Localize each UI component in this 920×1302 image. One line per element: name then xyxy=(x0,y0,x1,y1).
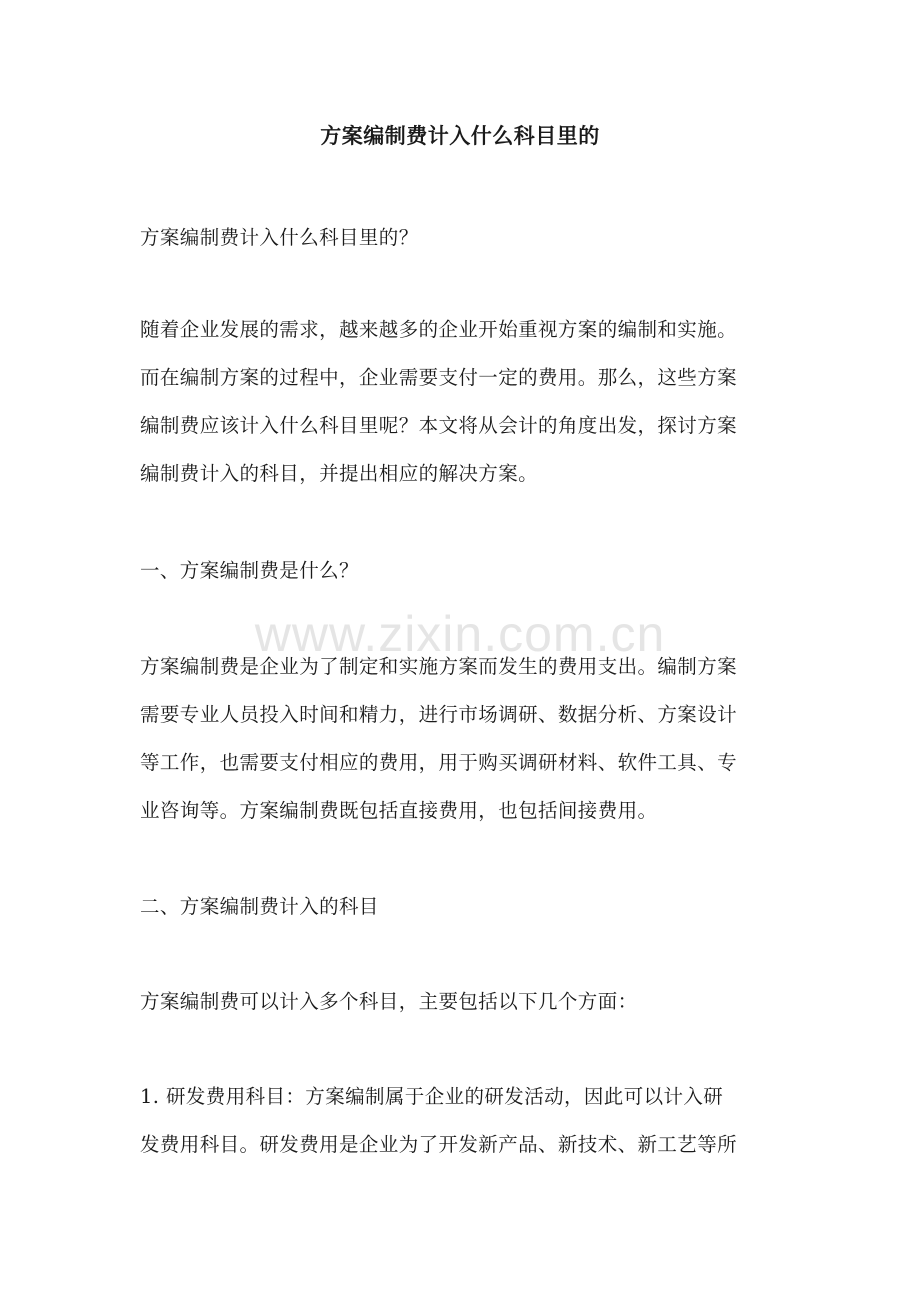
document-title: 方案编制费计入什么科目里的 xyxy=(320,123,600,148)
text-line: 编制费应该计入什么科目里呢？本文将从会计的角度出发，探讨方案 xyxy=(140,414,738,437)
text-line: 方案编制费是企业为了制定和实施方案而发生的费用支出。编制方案 xyxy=(140,655,738,678)
watermark: www.zixin.com.cn xyxy=(254,606,666,662)
paragraph-intro xyxy=(140,306,785,498)
text-line: 而在编制方案的过程中，企业需要支付一定的费用。那么，这些方案 xyxy=(140,366,738,389)
text-line: 1. 研发费用科目：方案编制属于企业的研发活动，因此可以计入研 xyxy=(140,1085,724,1108)
text-line: 一、方案编制费是什么？ xyxy=(140,559,359,582)
paragraph-subjects-intro xyxy=(140,978,785,1026)
text-line: 编制费计入的科目，并提出相应的解决方案。 xyxy=(140,462,539,485)
text-line: 发费用科目。研发费用是企业为了开发新产品、新技术、新工艺等所 xyxy=(140,1133,738,1156)
text-line: 业咨询等。方案编制费既包括直接费用，也包括间接费用。 xyxy=(140,799,658,822)
list-item-1 xyxy=(140,1073,785,1169)
text-line: 需要专业人员投入时间和精力，进行市场调研、数据分析、方案设计 xyxy=(140,703,738,726)
paragraph-question xyxy=(140,214,785,262)
text-line: 等工作，也需要支付相应的费用，用于购买调研材料、软件工具、专 xyxy=(140,751,738,774)
text-line: 二、方案编制费计入的科目 xyxy=(140,895,379,918)
paragraph-definition xyxy=(140,643,785,835)
text-line: 方案编制费计入什么科目里的？ xyxy=(140,226,419,249)
text-line: 随着企业发展的需求，越来越多的企业开始重视方案的编制和实施。 xyxy=(140,318,738,341)
section-heading-2 xyxy=(140,883,785,931)
text-line: 方案编制费可以计入多个科目，主要包括以下几个方面： xyxy=(140,990,638,1013)
section-heading-1 xyxy=(140,547,785,595)
